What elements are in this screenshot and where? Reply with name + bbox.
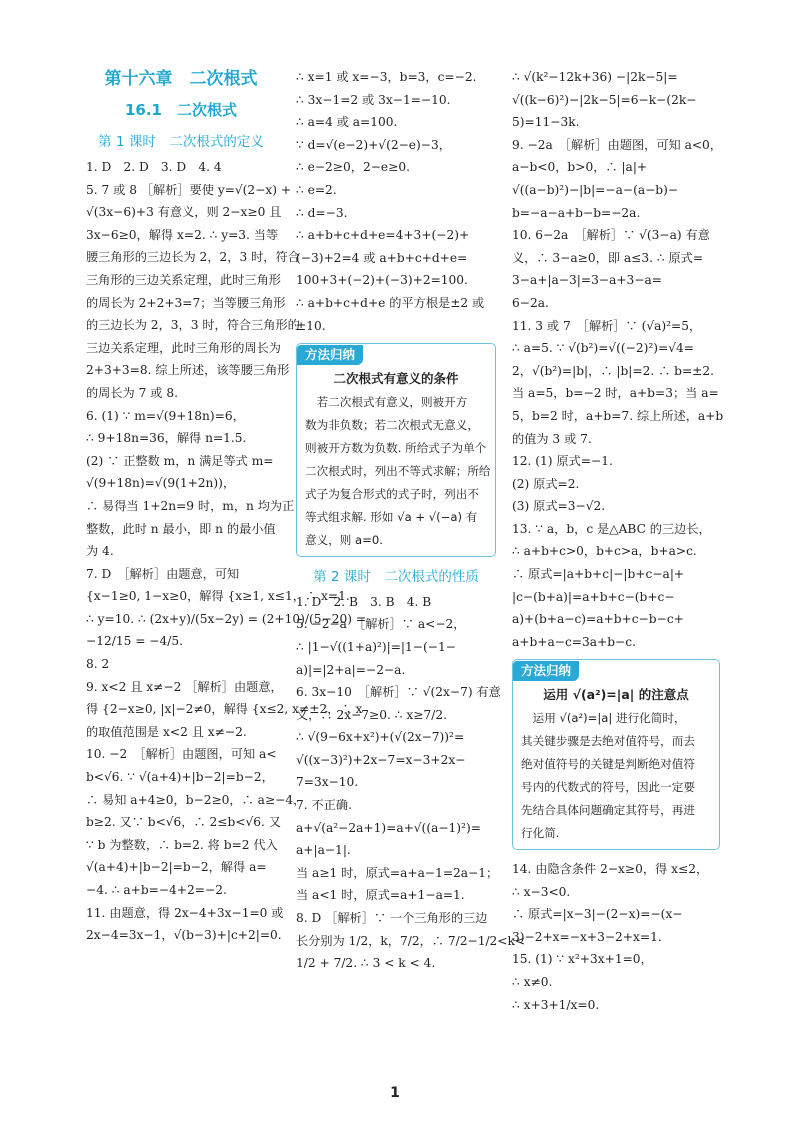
text-line: ∵ d=√(e−2)+√(2−e)−3， <box>296 137 451 152</box>
page-number: 1 <box>390 1085 400 1101</box>
method-box-2-heading: 运用 √(a²)=|a| 的注意点 <box>543 687 689 703</box>
text-line: 2，√(b²)=|b|，∴ |b|=2. ∴ b=±2. <box>512 363 715 378</box>
text-line: 行化简. <box>521 826 560 841</box>
text-line: a−b<0，b>0，∴ |a|+ <box>512 160 648 175</box>
text-line: a+b+a−c=3a+b−c. <box>512 634 636 649</box>
text-line: √(a+4)+|b−2|=b−2，解得 a= <box>86 860 267 875</box>
text-line: 的取值范围是 x<2 且 x≠−2. <box>86 724 247 739</box>
text-line: ∴ x=1 或 x=−3，b=3，c=−2. <box>296 70 477 84</box>
text-line: 8. D ［解析］∵ 一个三角形的三边 <box>296 911 488 926</box>
col2-body-b <box>296 591 526 975</box>
text-line: 7=3x−10. <box>296 775 359 790</box>
text-line: 11. 3 或 7 ［解析］∵ (√a)²=5， <box>512 318 702 333</box>
text-line: b<√6. ∵ √(a+4)+|b−2|=b−2， <box>86 770 274 785</box>
method-box-1-body <box>297 391 495 552</box>
text-line: 的周长为 2+2+3=7；当等腰三角形 <box>86 295 286 310</box>
text-line: 7. D ［解析］由题意，可知 <box>86 566 240 581</box>
text-line: 数为非负数；若二次根式无意义， <box>305 417 479 432</box>
text-line: 2x−4=3x−1，√(b−3)+|c+2|=0. <box>86 928 282 943</box>
text-line: 运用 √(a²)=|a| 进行化简时， <box>521 711 686 726</box>
text-line: a)|=|2+a|=−2−a. <box>296 662 406 677</box>
text-line: 3−a+|a−3|=3−a+3−a= <box>512 273 662 288</box>
text-line: 15. (1) ∵ x²+3x+1=0， <box>512 952 653 967</box>
text-line: 则被开方数为负数. 所给式子为单个 <box>305 440 487 455</box>
text-line: 100+3+(−2)+(−3)+2=100. <box>296 273 468 288</box>
text-line: ∴ a+b+c>0，b+c>a，b+a>c. <box>512 544 697 559</box>
text-line: (−3)+2=4 或 a+b+c+d+e= <box>296 250 468 265</box>
text-line: 7. 不正确. <box>296 798 352 813</box>
method-box-1 <box>296 343 496 557</box>
text-line: 1. D 2. D 3. D 4. 4 <box>86 160 222 174</box>
text-line: −12/15 = −4/5. <box>86 634 183 649</box>
chapter-title: 第十六章 二次根式 <box>104 69 258 89</box>
text-line: ∴ e=2. <box>296 182 337 197</box>
text-line: 二次根式时，列出不等式求解；所给 <box>305 463 491 478</box>
text-line: 6. (1) ∵ m=√(9+18n)=6， <box>86 408 245 423</box>
text-line: ∴ √(k²−12k+36) −|2k−5|= <box>512 70 678 84</box>
text-line: ∴ 易知 a+4≥0，b−2≥0，∴ a≥−4， <box>86 792 306 807</box>
text-line: a+|a−1|. <box>296 843 351 858</box>
text-line: 10. −2 ［解析］由题图，可知 a< <box>86 747 277 762</box>
text-line: 先结合具体问题确定其符号，再进 <box>521 803 695 818</box>
text-line: 9. x<2 且 x≠−2 ［解析］由题意， <box>86 679 283 694</box>
text-line: (2) 原式=2. <box>512 476 580 491</box>
text-line: 的周长为 7 或 8. <box>86 385 178 400</box>
text-line: 8. 2 <box>86 657 110 672</box>
text-line: ∴ x−3<0. <box>512 884 571 899</box>
text-line: ∴ x+3+1/x=0. <box>512 997 600 1012</box>
text-line: 5. 7 或 8 ［解析］要使 y=√(2−x) + <box>86 182 292 197</box>
text-line: ∴ a+b+c+d+e=4+3+(−2)+ <box>296 228 470 243</box>
text-line: ∴ 3x−1=2 或 3x−1=−10. <box>296 92 451 107</box>
method-box-1-tag: 方法归纳 <box>297 345 363 365</box>
text-line: 整数，此时 n 最小，即 n 的最小值 <box>86 521 276 536</box>
text-line: √(9+18n)=√(9(1+2n))， <box>86 476 236 491</box>
text-line: 10. 6−2a ［解析］∵ √(3−a) 有意 <box>512 228 710 243</box>
text-line: b≥2. 又∵ b<√6，∴ 2≤b<√6. 又 <box>86 815 281 830</box>
text-line: ∴ x≠0. <box>512 975 553 989</box>
text-line: 1. D 2. B 3. B 4. B <box>296 594 432 609</box>
text-line: 等式组求解. 形如 √a + √(−a) 有 <box>305 509 478 524</box>
text-line: 6−2a. <box>512 295 549 310</box>
text-line: 14. 由隐含条件 2−x≥0，得 x≤2， <box>512 862 709 877</box>
text-line: 三角形的三边关系定理，此时三角形 <box>86 272 281 287</box>
text-line: a+√(a²−2a+1)=a+√((a−1)²)= <box>296 820 481 835</box>
text-line: 11. 由题意，得 2x−4+3x−1=0 或 <box>86 905 284 920</box>
text-line: 5)=11−3k. <box>512 115 580 130</box>
lesson-2-title: 第 2 课时 二次根式的性质 <box>313 568 479 585</box>
text-line: 3x−6≥0，解得 x=2. ∴ y=3. 当等 <box>86 227 279 242</box>
text-line: 3)−2+x=−x+3−2+x=1. <box>512 929 662 944</box>
text-line: ∴ a=4 或 a=100. <box>296 115 398 130</box>
text-line: ∴ y=10. ∴ (2x+y)/(5x−2y) = (2+10)/(5−20) = <box>86 611 367 626</box>
text-line: 意义，则 a=0. <box>305 532 383 547</box>
col3-body-a <box>512 66 724 653</box>
text-line: ±10. <box>296 318 326 333</box>
text-line: |c−(b+a)|=a+b+c−(b+c− <box>512 589 675 604</box>
text-line: ∴ d=−3. <box>296 205 348 220</box>
text-line: √((x−3)²)+2x−7=x−3+2x− <box>296 752 466 767</box>
text-line: ∴ 9+18n=36，解得 n=1.5. <box>86 431 247 446</box>
text-line: 5. −2−a ［解析］∵ a<−2， <box>296 617 466 632</box>
text-line: ∴ |1−√((1+a)²)|=|1−(−1− <box>296 639 456 654</box>
text-line: 当 a≥1 时，原式=a+a−1=2a−1； <box>296 865 499 880</box>
text-line: 得 {2−x≥0, |x|−2≠0，解得 {x≤2, x≠±2，∴ x <box>86 702 363 717</box>
text-line: 号内的代数式的符号，因此一定要 <box>521 780 695 795</box>
text-line: 若二次根式有意义，则被开方 <box>305 394 468 409</box>
text-line: 当 a=5，b=−2 时，a+b=3；当 a= <box>512 386 719 401</box>
text-line: 13. ∵ a，b，c 是△ABC 的三边长， <box>512 521 711 536</box>
text-line: 当 a<1 时，原式=a+1−a=1. <box>296 888 465 903</box>
text-line: ∴ a=5. ∵ √(b²)=√((−2)²)=√4= <box>512 341 694 356</box>
text-line: 1/2 + 7/2. ∴ 3 < k < 4. <box>296 956 436 971</box>
lesson-1-title: 第 1 课时 二次根式的定义 <box>98 134 264 150</box>
text-line: a)+(b+a−c)=a+b+c−b−c+ <box>512 612 684 627</box>
text-line: 的三边长为 2，3，3 时，符合三角形的 <box>86 318 300 333</box>
text-line: 式子为复合形式的式子时，列出不 <box>305 486 479 501</box>
text-line: 其关键步骤是去绝对值符号，而去 <box>521 734 695 749</box>
text-line: ∵ b 为整数，∴ b=2. 将 b=2 代入 <box>86 837 278 852</box>
col3-body-b <box>512 858 720 1016</box>
text-line: 长分别为 1/2，k，7/2，∴ 7/2−1/2<k< <box>296 933 526 948</box>
method-box-2-tag: 方法归纳 <box>513 661 579 681</box>
text-line: ∴ a+b+c+d+e 的平方根是±2 或 <box>296 295 485 310</box>
text-line: √((a−b)²)−|b|=−a−(a−b)− <box>512 182 679 197</box>
text-line: ∴ 易得当 1+2n=9 时，m，n 均为正 <box>86 498 295 513</box>
text-line: ∴ 原式=|x−3|−(2−x)=−(x− <box>512 907 683 922</box>
text-line: 腰三角形的三边长为 2，2，3 时，符合 <box>86 250 300 265</box>
text-line: {x−1≥0, 1−x≥0，解得 {x≥1, x≤1，∴ x=1. <box>86 589 350 604</box>
text-line: √(3x−6)+3 有意义，则 2−x≥0 且 <box>86 205 282 220</box>
text-line: 绝对值符号的关键是判断绝对值符 <box>521 757 695 772</box>
column-3 <box>512 66 724 1016</box>
method-box-1-heading: 二次根式有意义的条件 <box>333 370 459 386</box>
text-line: 义，∴ 3−a≥0，即 a≤3. ∴ 原式= <box>512 250 704 265</box>
text-line: 12. (1) 原式=−1. <box>512 454 613 469</box>
text-line: 6. 3x−10 ［解析］∵ √(2x−7) 有意 <box>296 685 501 700</box>
section-title: 16.1 二次根式 <box>124 101 237 119</box>
text-line: √((k−6)²)−|2k−5|=6−k−(2k− <box>512 92 697 107</box>
text-line: 的值为 3 或 7. <box>512 431 592 446</box>
text-line: 义，∴ 2x−7≥0. ∴ x≥7/2. <box>296 707 447 722</box>
col2-body-a <box>296 66 496 337</box>
method-box-2-body <box>513 707 719 845</box>
text-line: 三边关系定理，此时三角形的周长为 <box>86 340 281 355</box>
text-line: 9. −2a ［解析］由题图，可知 a<0， <box>512 137 722 152</box>
text-line: 5，b=2 时，a+b=7. 综上所述，a+b <box>512 408 724 423</box>
column-2 <box>296 66 526 975</box>
text-line: 为 4. <box>86 544 114 559</box>
text-line: 2+3+3=8. 综上所述，该等腰三角形 <box>86 363 290 378</box>
text-line: ∴ 原式=|a+b+c|−|b+c−a|+ <box>512 567 685 582</box>
text-line: (2) ∵ 正整数 m，n 满足等式 m= <box>86 453 274 468</box>
method-box-2 <box>512 659 720 850</box>
text-line: −4. ∴ a+b=−4+2=−2. <box>86 883 227 897</box>
text-line: ∴ e−2≥0，2−e≥0. <box>296 160 410 175</box>
text-line: ∴ √(9−6x+x²)+(√(2x−7))²= <box>296 730 465 745</box>
text-line: (3) 原式=3−√2. <box>512 499 606 514</box>
text-line: b=−a−a+b−b=−2a. <box>512 205 641 220</box>
